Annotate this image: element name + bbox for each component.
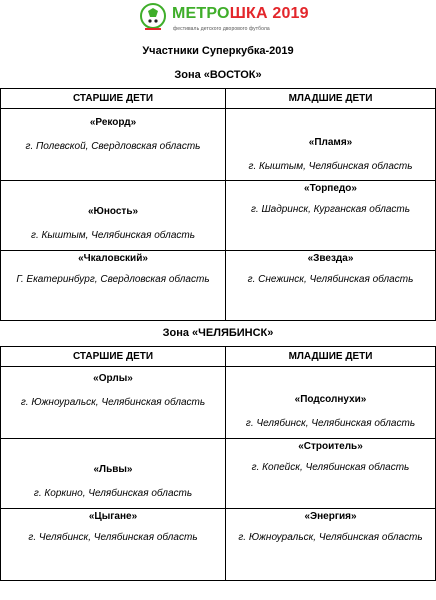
team-city: г. Челябинск, Челябинская область (245, 418, 416, 429)
team-name: «Орлы» (93, 373, 133, 384)
team-city: г. Полевской, Свердловская область (25, 141, 201, 152)
zone-table (0, 88, 436, 321)
zone-table (0, 346, 436, 581)
team-cell (226, 181, 436, 251)
team-city: Г. Екатеринбург, Свердловская область (16, 274, 210, 285)
zone-heading: Зона «ЧЕЛЯБИНСК» (162, 327, 274, 339)
team-city: г. Южноуральск, Челябинская область (238, 532, 423, 543)
team-city: г. Снежинск, Челябинская область (247, 274, 414, 285)
team-cell (1, 439, 226, 509)
team-name: «Цыгане» (88, 511, 138, 522)
team-name: «Торпедо» (304, 183, 357, 194)
team-cell (1, 367, 226, 439)
team-cell (1, 109, 226, 181)
team-name: «Строитель» (298, 441, 363, 452)
mascot-ball-icon (139, 2, 167, 32)
team-city: г. Кыштым, Челябинская область (248, 161, 413, 172)
team-name: «Чкаловский» (78, 253, 148, 264)
team-cell (1, 509, 226, 581)
team-city: г. Кыштым, Челябинская область (31, 230, 195, 241)
team-name: «Энергия» (304, 511, 357, 522)
logo-wordmark: МЕТРОШКА 2019 (172, 5, 309, 22)
zone-heading: Зона «ВОСТОК» (174, 69, 262, 81)
column-header-senior: СТАРШИЕ ДЕТИ (1, 89, 226, 109)
document-title: Участники Суперкубка-2019 (142, 45, 294, 57)
team-name: «Звезда» (307, 253, 354, 264)
team-cell (226, 367, 436, 439)
team-city: г. Коркино, Челябинская область (33, 488, 193, 499)
team-name: «Рекорд» (89, 117, 137, 128)
team-cell (226, 439, 436, 509)
festival-logo (135, 2, 309, 38)
team-name: «Львы» (93, 464, 133, 475)
team-name: «Юность» (87, 206, 139, 217)
team-name: «Пламя» (308, 137, 353, 148)
column-header-junior: МЛАДШИЕ ДЕТИ (226, 347, 436, 367)
team-city: г. Южноуральск, Челябинская область (20, 397, 206, 408)
team-cell (226, 109, 436, 181)
logo-tagline: фестиваль детского дворового футбола (173, 26, 270, 32)
team-name: «Подсолнухи» (294, 394, 367, 405)
column-header-senior: СТАРШИЕ ДЕТИ (1, 347, 226, 367)
team-city: г. Копейск, Челябинская область (251, 462, 410, 473)
team-cell (1, 181, 226, 251)
team-cell (226, 251, 436, 321)
team-cell (226, 509, 436, 581)
team-cell (1, 251, 226, 321)
team-city: г. Челябинск, Челябинская область (28, 532, 198, 543)
column-header-junior: МЛАДШИЕ ДЕТИ (226, 89, 436, 109)
team-city: г. Шадринск, Курганская область (250, 204, 411, 215)
